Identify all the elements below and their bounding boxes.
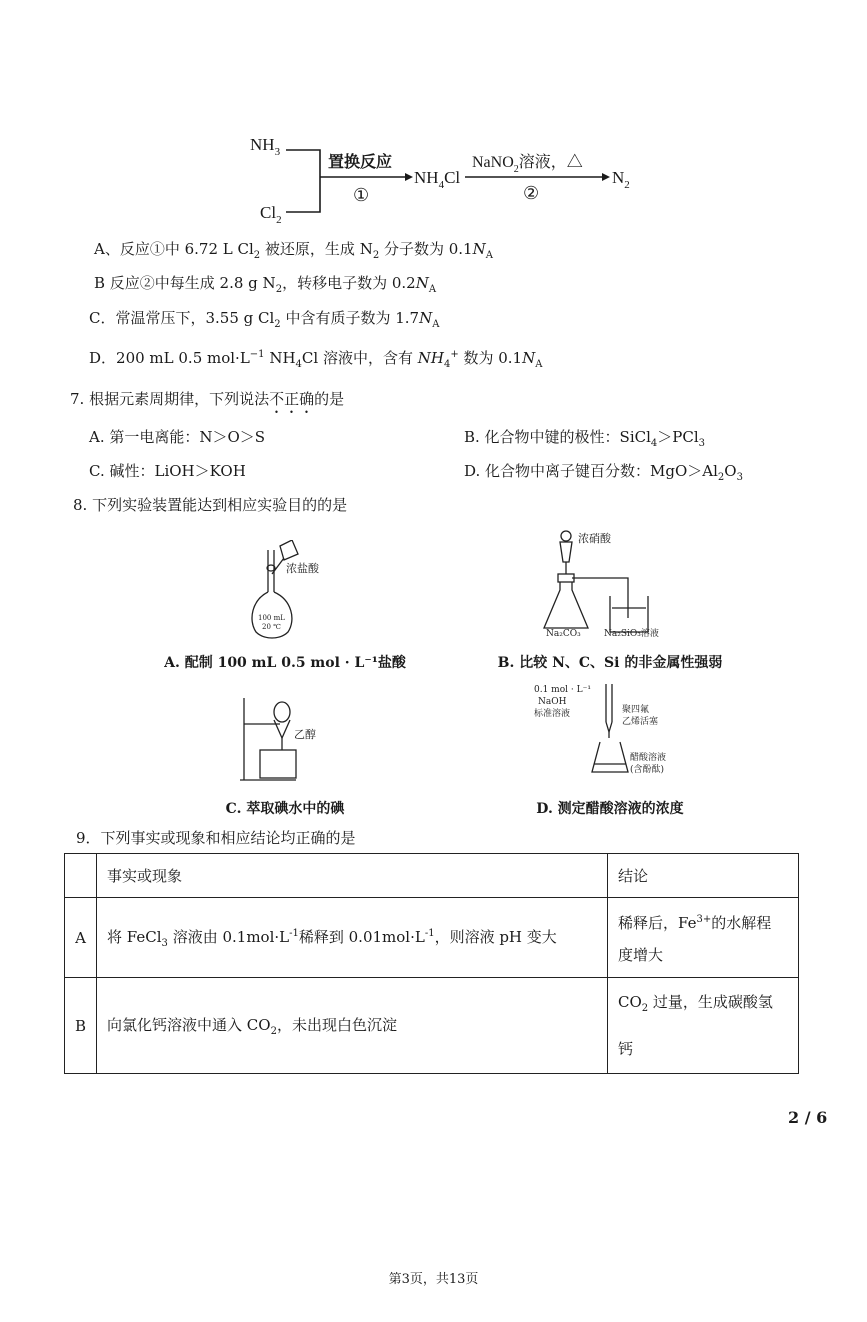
tag-standard-solution: 标准溶液 bbox=[534, 709, 571, 719]
apparatus-c-separatory-funnel bbox=[236, 694, 326, 786]
table-row bbox=[65, 978, 799, 1074]
tag-ethanol: 乙醇 bbox=[294, 728, 316, 741]
page-footer: 第3页，共13页 bbox=[388, 1272, 479, 1287]
row-fact: 将 FeCl$_3$ 溶液由 $0.1mol\cdot L^{-1}$稀释到 $0.01mol\cdot L^{-1}$，则溶液 pH 变大 bbox=[97, 898, 608, 978]
step1-label: 置换反应 bbox=[328, 154, 393, 171]
q7-option-a: A. 第一电离能：N＞O＞S bbox=[89, 428, 266, 446]
page-number: 2 / 6 bbox=[788, 1108, 828, 1127]
reaction-scheme bbox=[240, 125, 640, 225]
q9-stem: 9．下列事实或现象和相应结论均正确的是 bbox=[76, 829, 356, 847]
row-fact: 向氯化钙溶液中通入 $CO_2$，未出现白色沉淀 bbox=[97, 978, 608, 1074]
apparatus-b-caption: B. 比较 N、C、Si 的非金属性强弱 bbox=[497, 655, 723, 671]
q6-option-c: C．常温常压下，3.55 g $Cl_2$ 中含有质子数为 $1.7N_A$ bbox=[89, 309, 440, 330]
step1-num: ① bbox=[353, 185, 370, 205]
scheme-reactant2: $Cl_2$ bbox=[260, 203, 282, 225]
scheme-reactant1: $NH_3$ bbox=[250, 135, 281, 158]
tag-flask-volume: 100 mL bbox=[258, 614, 285, 622]
q8-stem: 8. 下列实验装置能达到相应实验目的的是 bbox=[73, 496, 348, 514]
tag-naoh: NaOH bbox=[538, 697, 567, 707]
tag-concentration: 0.1 mol · L⁻¹ bbox=[534, 685, 591, 695]
arrow-2-head bbox=[602, 173, 610, 181]
tag-phenolphthalein: (含酚酞) bbox=[630, 765, 665, 775]
arrow-1-head bbox=[405, 173, 413, 181]
apparatus-c-caption: C. 萃取碘水中的碘 bbox=[225, 801, 345, 817]
step2-label: NaNO$_2$溶液，△ bbox=[472, 154, 583, 175]
tag-acetic-acid: 醋酸溶液 bbox=[630, 753, 667, 763]
header-fact: 事实或现象 bbox=[97, 854, 608, 898]
row-label: B bbox=[65, 978, 97, 1074]
header-label-cell bbox=[65, 854, 97, 898]
scheme-bracket bbox=[286, 150, 320, 212]
apparatus-d-titration bbox=[534, 680, 694, 788]
q9-table bbox=[64, 853, 799, 1074]
tag-ptfe: 聚四氟 bbox=[622, 705, 650, 715]
q6-option-a: A、反应①中 6.72 L $Cl_2$ 被还原，生成 $N_2$ 分子数为 $0.1N_A$ bbox=[94, 240, 493, 261]
step2-num: ② bbox=[523, 183, 540, 203]
q7-option-c: C. 碱性：LiOH＞KOH bbox=[89, 462, 246, 480]
tag-flask-temp: 20 ℃ bbox=[262, 623, 281, 631]
q6-option-b: B 反应②中每生成 2.8 g $N_2$，转移电子数为 $0.2N_A$ bbox=[94, 274, 437, 295]
table-row bbox=[65, 898, 799, 978]
q7-option-d: D. 化合物中离子键百分数：$MgO>Al_2O_3$ bbox=[464, 462, 743, 483]
tag-stopcock: 乙烯活塞 bbox=[622, 717, 659, 727]
row-conclusion: $CO_2$ 过量，生成碳酸氢 钙 bbox=[608, 978, 799, 1074]
tag-na2co3: Na₂CO₃ bbox=[546, 629, 581, 639]
apparatus-a-caption: A. 配制 100 mL 0.5 mol · L⁻¹盐酸 bbox=[164, 655, 406, 671]
q7-stem: 7. 根据元素周期律，下列说法不正确的是 bbox=[70, 390, 345, 408]
apparatus-a-volumetric-flask bbox=[240, 540, 330, 645]
apparatus-b-acid-comparison bbox=[536, 524, 686, 644]
q7-option-b: B. 化合物中键的极性：SiCl$_4$＞PCl$_3$ bbox=[464, 428, 706, 449]
header-conclusion: 结论 bbox=[608, 854, 799, 898]
row-conclusion: 稀释后，$Fe^{3+}$的水解程 度增大 bbox=[608, 898, 799, 978]
table-header-row bbox=[65, 854, 799, 898]
apparatus-d-caption: D. 测定醋酸溶液的浓度 bbox=[536, 801, 684, 817]
scheme-product: $N_2$ bbox=[612, 168, 630, 191]
row-label: A bbox=[65, 898, 97, 978]
tag-na2sio3: Na₂SiO₃溶液 bbox=[604, 629, 659, 639]
q6-option-d: D．200 mL 0.5 $mol\cdot L^{-1}$ $NH_4Cl$ 溶液中，含有 $NH_4^+$ 数为 $0.1N_A$ bbox=[89, 349, 543, 370]
scheme-intermediate: $NH_4Cl$ bbox=[414, 168, 461, 191]
tag-conc-hno3: 浓硝酸 bbox=[578, 532, 611, 545]
tag-conc-hcl: 浓盐酸 bbox=[286, 562, 319, 575]
